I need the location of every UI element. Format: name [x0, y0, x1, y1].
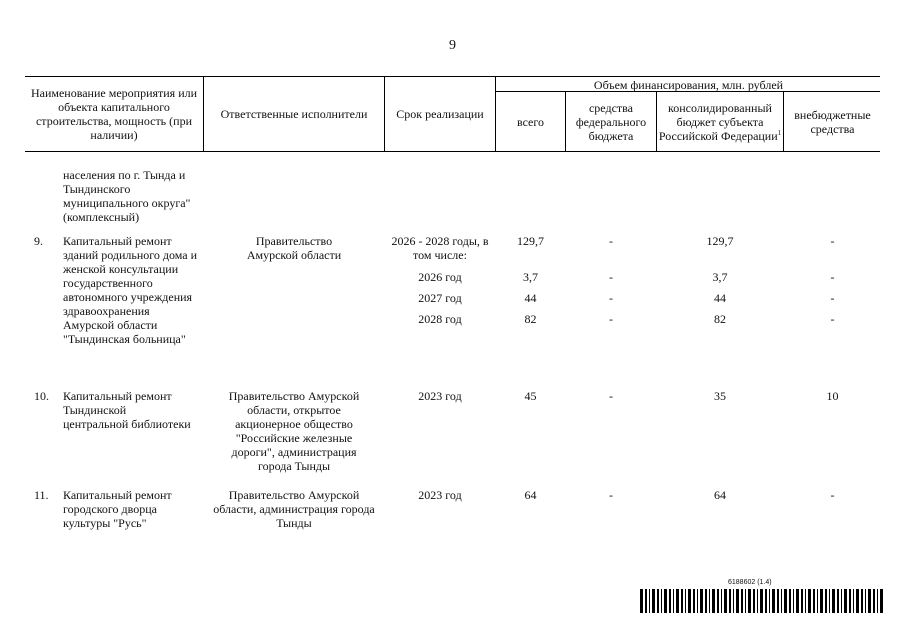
- header-divider: [783, 91, 784, 151]
- header-financing-group: Объем финансирования, млн. рублей: [593, 78, 784, 92]
- row-term: 2028 год: [418, 312, 462, 326]
- row-total: 82: [524, 312, 537, 326]
- row-number: 9.: [34, 234, 43, 248]
- row-regional: 129,7: [706, 234, 734, 248]
- row-name: Капитальный ремонт зданий родильного дома и женской консультации государственного автономного учреждения здравоохранения Амурской области "Тындинская больница": [63, 234, 198, 346]
- row-regional: 35: [714, 389, 726, 403]
- row-total: 64: [524, 488, 537, 502]
- barcode-icon: [640, 589, 885, 613]
- row-federal: -: [609, 312, 613, 326]
- row-total: 44: [524, 291, 537, 305]
- row-regional: 3,7: [712, 270, 728, 284]
- header-term: Срок реализации: [396, 107, 484, 121]
- row-number: 10.: [34, 389, 49, 403]
- header-regional: [658, 93, 782, 150]
- row-extra: -: [830, 312, 835, 326]
- header-regional-footnote: 1: [777, 128, 782, 137]
- row-extra: -: [830, 291, 835, 305]
- row-extra: -: [830, 270, 835, 284]
- row-regional: 44: [714, 291, 726, 305]
- row-name: Капитальный ремонт Тындинской центральной библиотеки: [63, 389, 191, 431]
- row-federal: -: [609, 291, 613, 305]
- row-regional: 82: [714, 312, 726, 326]
- row-term: 2027 год: [418, 291, 462, 305]
- row-extra: -: [830, 488, 835, 502]
- header-regional-text: консолидированный бюджет субъекта Российской Федерации: [658, 100, 778, 143]
- header-divider: [565, 91, 566, 151]
- header-name: Наименование мероприятия или объекта капитального строительства, мощность (при наличии): [30, 86, 198, 142]
- header-divider: [656, 91, 657, 151]
- row-executors: Правительство Амурской области, администрация города Тынды: [213, 488, 375, 530]
- table-top-border: [25, 76, 880, 77]
- header-total: всего: [516, 114, 545, 129]
- row-regional: 64: [714, 488, 726, 502]
- row-extra: -: [830, 234, 835, 248]
- row-name: Капитальный ремонт городского дворца культуры "Русь": [63, 488, 172, 530]
- row-extra: 10: [826, 389, 839, 403]
- row-federal: -: [609, 234, 613, 248]
- row-term: 2023 год: [418, 389, 462, 403]
- row-total: 3,7: [523, 270, 538, 284]
- row-number: 11.: [34, 488, 49, 502]
- header-federal: средства федерального бюджета: [575, 100, 647, 143]
- row-total: 45: [524, 389, 537, 403]
- page-number: 9: [449, 38, 456, 53]
- row-term: 2026 год: [418, 270, 462, 284]
- header-divider: [495, 76, 496, 151]
- header-bottom-border: [25, 151, 880, 152]
- row-federal: -: [609, 488, 613, 502]
- row-executors: Правительство Амурской области, открытое акционерное общество "Российские железные дороги", администрация города Тынды: [228, 389, 360, 473]
- row-total: 129,7: [517, 234, 544, 248]
- continuation-text: населения по г. Тында и Тындинского муниципального округа" (комплексный): [63, 168, 191, 224]
- barcode-code: 6188602 (1.4): [728, 579, 772, 586]
- row-term: 2026 - 2028 годы, в том числе:: [391, 234, 489, 262]
- row-federal: -: [609, 389, 613, 403]
- header-divider: [384, 76, 385, 151]
- header-extra: внебюджетные средства: [794, 107, 871, 136]
- row-term: 2023 год: [418, 488, 462, 502]
- row-executors: Правительство Амурской области: [246, 234, 342, 262]
- header-divider: [203, 76, 204, 151]
- row-federal: -: [609, 270, 613, 284]
- header-executors: Ответственные исполнители: [220, 107, 368, 121]
